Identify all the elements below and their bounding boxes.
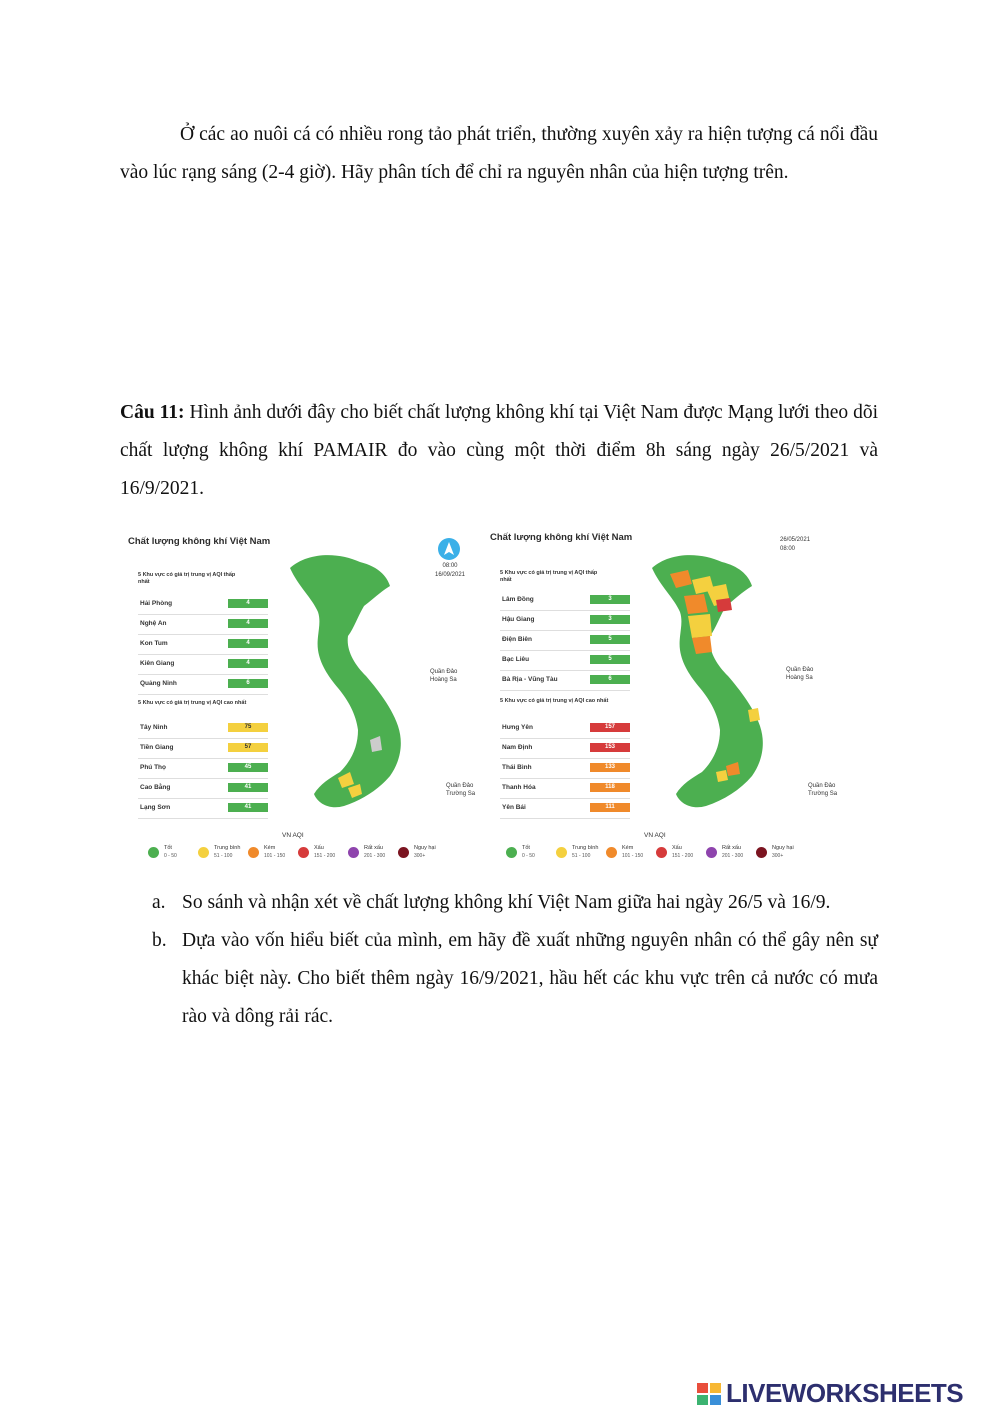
time-text: 08:00: [780, 546, 796, 552]
province-name: Bà Rịa - Vũng Tàu: [502, 676, 558, 683]
legend-range: 201 - 300: [722, 853, 744, 859]
islands-north-label: Quần Đảo Hoàng Sa: [786, 667, 814, 681]
legend-label: Rất xấu: [364, 845, 383, 851]
aqi-row: [500, 672, 630, 691]
legend-label: Tốt: [522, 845, 530, 851]
legend-label: Xấu: [672, 845, 682, 851]
legend-range: 101 - 150: [264, 853, 286, 859]
pamair-logo-icon: [438, 538, 460, 560]
aqi-value-badge: 153: [590, 743, 630, 752]
item-marker: b.: [152, 930, 167, 951]
aqi-value-badge: 41: [228, 783, 268, 792]
legend-range: 0 - 50: [164, 853, 177, 859]
islands-south-label: Quần Đảo Trường Sa: [446, 783, 476, 797]
aqi-value-badge: 3: [590, 615, 630, 624]
legend-label: Nguy hại: [414, 845, 436, 851]
province-name: Thái Bình: [502, 764, 532, 771]
legend-swatch: [148, 847, 159, 858]
map-region-moderate-3: [688, 614, 712, 638]
map-region-good: [290, 555, 401, 807]
legend-range: 300+: [414, 853, 426, 859]
legend-range: 101 - 150: [622, 853, 644, 859]
aqi-row: [138, 780, 268, 799]
province-name: Hậu Giang: [502, 616, 535, 623]
scale-label: VN AQI: [282, 832, 304, 839]
aqi-value-badge: 75: [228, 723, 268, 732]
intro-paragraph: Ở các ao nuôi cá có nhiều rong tảo phát triển, thường xuyên xảy ra hiện tượng cá nổi đầu vào lúc rạng sáng (2-4 giờ). Hãy phân tích để chỉ ra nguyên nhân của hiện tượng trên.: [120, 124, 878, 183]
question-11: [120, 394, 878, 508]
province-name: Hưng Yên: [502, 724, 533, 731]
aqi-row: [500, 720, 630, 739]
province-name: Lâm Đồng: [502, 596, 534, 603]
aqi-row: [138, 720, 268, 739]
aqi-value-badge: 133: [590, 763, 630, 772]
aqi-row: [500, 780, 630, 799]
province-name: Kiên Giang: [140, 660, 175, 667]
legend-range: 0 - 50: [522, 853, 535, 859]
aqi-panel-right: [480, 520, 840, 865]
islands-south-label: Quần Đảo Trường Sa: [808, 783, 838, 797]
question-items: [120, 884, 878, 1036]
province-name: Nghệ An: [140, 620, 167, 627]
question-text: Hình ảnh dưới đây cho biết chất lượng không khí tại Việt Nam được Mạng lưới theo dõi chất lượng không khí PAMAIR đo vào cùng một thời điểm 8h sáng ngày 26/5/2021 và 16/9/2021.: [120, 402, 879, 499]
islands-north-label: Quần Đảo Hoàng Sa: [430, 669, 458, 683]
legend-label: Nguy hại: [772, 845, 794, 851]
map-region-bad: [716, 598, 732, 612]
legend-swatch: [706, 847, 717, 858]
map-region-moderate-4: [748, 708, 760, 722]
item-text: So sánh và nhận xét về chất lượng không khí Việt Nam giữa hai ngày 26/5 và 16/9.: [182, 892, 831, 913]
date-text: 16/09/2021: [434, 572, 466, 578]
aqi-value-badge: 5: [590, 655, 630, 664]
province-name: Cao Bằng: [140, 784, 171, 791]
vietnam-map-right: [630, 540, 790, 840]
province-name: Tây Ninh: [140, 724, 168, 731]
item-text: Dựa vào vốn hiểu biết của mình, em hãy đề xuất những nguyên nhân có thể gây nên sự khác biệt này. Cho biết thêm ngày 16/9/2021, hầu hết các khu vực trên cả nước có mưa rào và dông rải rác.: [182, 930, 878, 1027]
legend-range: 201 - 300: [364, 853, 386, 859]
legend-label: Rất xấu: [722, 845, 741, 851]
high-heading: 5 Khu vực có giá trị trung vị AQI cao nhất: [138, 700, 247, 706]
aqi-value-badge: 4: [228, 599, 268, 608]
legend-label: Kém: [264, 845, 276, 851]
legend: [506, 845, 806, 865]
aqi-value-badge: 118: [590, 783, 630, 792]
aqi-row: [500, 612, 630, 631]
legend-swatch: [556, 847, 567, 858]
aqi-value-badge: 4: [228, 659, 268, 668]
aqi-row: [500, 652, 630, 671]
high-heading: 5 Khu vực có giá trị trung vị AQI cao nhất: [500, 698, 609, 704]
legend-range: 51 - 100: [214, 853, 233, 859]
aqi-row: [138, 656, 268, 675]
province-name: Hải Phòng: [140, 600, 173, 607]
aqi-row: [138, 800, 268, 819]
low-heading: 5 Khu vực có giá trị trung vị AQI thấp nhất: [500, 570, 598, 583]
map-region-moderate-5: [716, 770, 728, 782]
legend-swatch: [606, 847, 617, 858]
legend-swatch: [756, 847, 767, 858]
aqi-value-badge: 6: [228, 679, 268, 688]
aqi-value-badge: 3: [590, 595, 630, 604]
aqi-value-badge: 57: [228, 743, 268, 752]
legend-label: Xấu: [314, 845, 324, 851]
province-name: Lạng Sơn: [140, 804, 171, 811]
legend-label: Trung bình: [572, 845, 599, 851]
province-name: Nam Định: [502, 744, 533, 751]
aqi-value-badge: 45: [228, 763, 268, 772]
question-label: Câu 11:: [120, 402, 185, 423]
legend-swatch: [198, 847, 209, 858]
province-name: Quảng Ninh: [140, 680, 177, 687]
province-name: Phú Thọ: [140, 764, 166, 771]
legend-swatch: [298, 847, 309, 858]
province-name: Yên Bái: [502, 804, 526, 811]
low-heading: 5 Khu vực có giá trị trung vị AQI thấp nhất: [138, 572, 236, 585]
item-marker: a.: [152, 892, 166, 913]
legend-swatch: [248, 847, 259, 858]
legend-range: 51 - 100: [572, 853, 591, 859]
legend-swatch: [656, 847, 667, 858]
legend-swatch: [398, 847, 409, 858]
aqi-panel-left: [118, 520, 478, 865]
vietnam-map-left: [268, 540, 428, 840]
aqi-row: [500, 592, 630, 611]
aqi-row: [138, 740, 268, 759]
province-name: Kon Tum: [140, 640, 168, 647]
panel-time: [428, 562, 472, 580]
aqi-value-badge: 157: [590, 723, 630, 732]
aqi-value-badge: 41: [228, 803, 268, 812]
map-region-poor-2: [684, 594, 708, 614]
date-text: 26/05/2021: [780, 537, 811, 543]
aqi-value-badge: 4: [228, 619, 268, 628]
legend-label: Kém: [622, 845, 634, 851]
legend-range: 151 - 200: [314, 853, 336, 859]
legend-label: Trung bình: [214, 845, 241, 851]
aqi-value-badge: 6: [590, 675, 630, 684]
aqi-value-badge: 4: [228, 639, 268, 648]
panel-title: Chất lượng không khí Việt Nam: [490, 532, 633, 543]
aqi-row: [138, 596, 268, 615]
panel-title: Chất lượng không khí Việt Nam: [128, 536, 271, 547]
aqi-value-badge: 5: [590, 635, 630, 644]
scale-label: VN AQI: [644, 832, 666, 839]
legend-swatch: [348, 847, 359, 858]
province-name: Bạc Liêu: [502, 656, 530, 663]
brand-name: LIVEWORKSHEETS: [726, 1378, 964, 1408]
province-name: Thanh Hóa: [502, 784, 536, 791]
legend-range: 300+: [772, 853, 784, 859]
aqi-row: [500, 740, 630, 759]
aqi-row: [138, 616, 268, 635]
province-name: Tiền Giang: [140, 744, 174, 751]
aqi-row: [138, 676, 268, 695]
item-b: [120, 922, 878, 1036]
liveworksheets-brand: [696, 1378, 996, 1408]
legend: [148, 845, 448, 865]
province-name: Điện Biên: [502, 636, 532, 643]
map-region-good: [652, 555, 763, 807]
liveworksheets-logo-icon: [696, 1382, 722, 1406]
aqi-row: [500, 800, 630, 819]
aqi-row: [138, 636, 268, 655]
legend-label: Tốt: [164, 845, 172, 851]
item-a: [120, 884, 878, 922]
aqi-row: [500, 760, 630, 779]
legend-swatch: [506, 847, 517, 858]
legend-range: 151 - 200: [672, 853, 694, 859]
time-text: 08:00: [442, 563, 458, 569]
aqi-row: [500, 632, 630, 651]
aqi-value-badge: 111: [590, 803, 630, 812]
aqi-figure: [118, 520, 840, 865]
aqi-row: [138, 760, 268, 779]
